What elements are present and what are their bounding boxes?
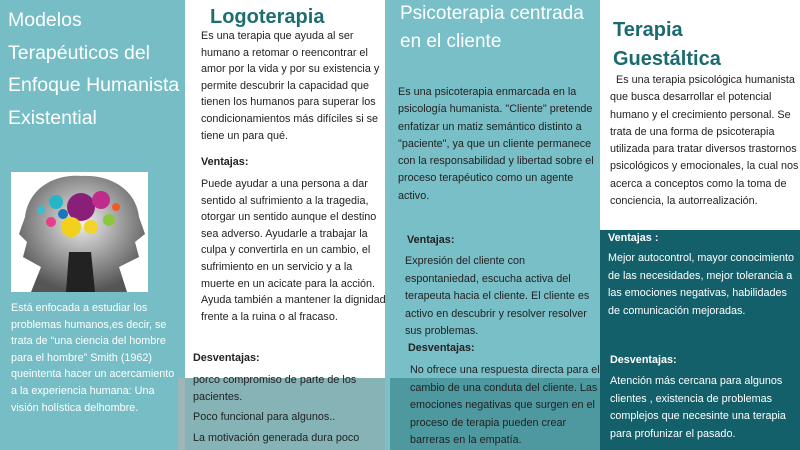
gestalt-desventajas-label: Desventajas: — [610, 354, 677, 366]
centrada-desventajas: No ofrece una respuesta directa para el cambio de una conduta del cliente. Las emociones negativas que surgen en el proceso de terapia pueden crear barreras en la empatía. — [410, 364, 600, 446]
desventaja-item: Poco funcional para algunos.. — [193, 411, 336, 424]
logoterapia-ventajas-label: Ventajas: — [201, 156, 249, 168]
gestalt-title: Terapia Guestáltica — [613, 19, 721, 70]
centrada-title: Psicoterapia centrada en el cliente — [400, 3, 584, 52]
gestalt-ventajas: Mejor autocontrol, mayor conocimiento de las necesidades, mejor tolerancia a las emociones negativas, habilidades de comunicación mejoradas. — [608, 252, 795, 317]
desventaja-item: La motivación generada dura poco — [193, 431, 360, 444]
centrada-ventajas-label: Ventajas: — [407, 234, 455, 246]
logoterapia-title: Logoterapia — [210, 6, 325, 28]
logoterapia-desventajas — [193, 372, 383, 450]
gestalt-desventajas: Atención más cercana para algunos clientes , existencia de problemas complejos que necesinte una terapia para profunizar el pasado. — [610, 375, 786, 440]
centrada-ventajas: Expresión del cliente con espontaniedad, escucha activa del terapeuta hacia el cliente. El cliente es activo en descubrir y resolver resolver sus problemas. — [405, 255, 590, 337]
humanist-heads-image — [11, 172, 148, 292]
gestalt-desc: Es una terapia psicológica humanista que busca desarrollar el potencial humano y el crecimiento personal. Se trata de una forma de psicoterapia utilizada para tratar diversos trastornos psicológicos y emocionales, la cual nos acerca a conceptos como la toma de conciencia, la autorrealización. — [610, 74, 799, 208]
desventaja-item: porco compromiso de parte de los pacientes. — [193, 374, 357, 403]
centrada-desventajas-label: Desventajas: — [408, 342, 475, 354]
logoterapia-ventajas: Puede ayudar a una persona a dar sentido al sufrimiento a la tragedia, otorgar un sentido aunque el destino sea adverso. Ayudarle a trabajar la culpa y convertirla en un cambio, el sufrimiento en un servicio y a la muerte en un acicate para la acción. Ayuda también a mantener la dignidad frente a la ruina o al fracaso. — [201, 178, 386, 323]
intro-text: Está enfocada a estudiar los problemas humanos,es decir, se trata de “una ciencia del hombre para el hombre” Smith (1962) queintenta hacer un acercamiento a la experiencia humana: Una visión holística delhombre. — [11, 302, 175, 414]
gestalt-ventajas-label: Ventajas : — [608, 232, 659, 244]
page-title: Modelos Terapéuticos del Enfoque Humanista Existential — [8, 9, 180, 129]
centrada-desc: Es una psicoterapia enmarcada en la psicología humanista. "Cliente" pretende enfatizar un matiz semántico distinto a "paciente", ya que un cliente permanece con la responsabilidad y libertad sobre el proceso terapéutico como un agente activo. — [398, 86, 594, 202]
logoterapia-desventajas-label: Desventajas: — [193, 352, 260, 364]
logoterapia-desc: Es una terapia que ayuda al ser humano a retomar o reencontrar el amor por la vida y por su existencia y permite descubrir la capacidad que tienen los humanos para superar los condicionamientos más difíciles si se tiene un para qué. — [201, 30, 380, 142]
